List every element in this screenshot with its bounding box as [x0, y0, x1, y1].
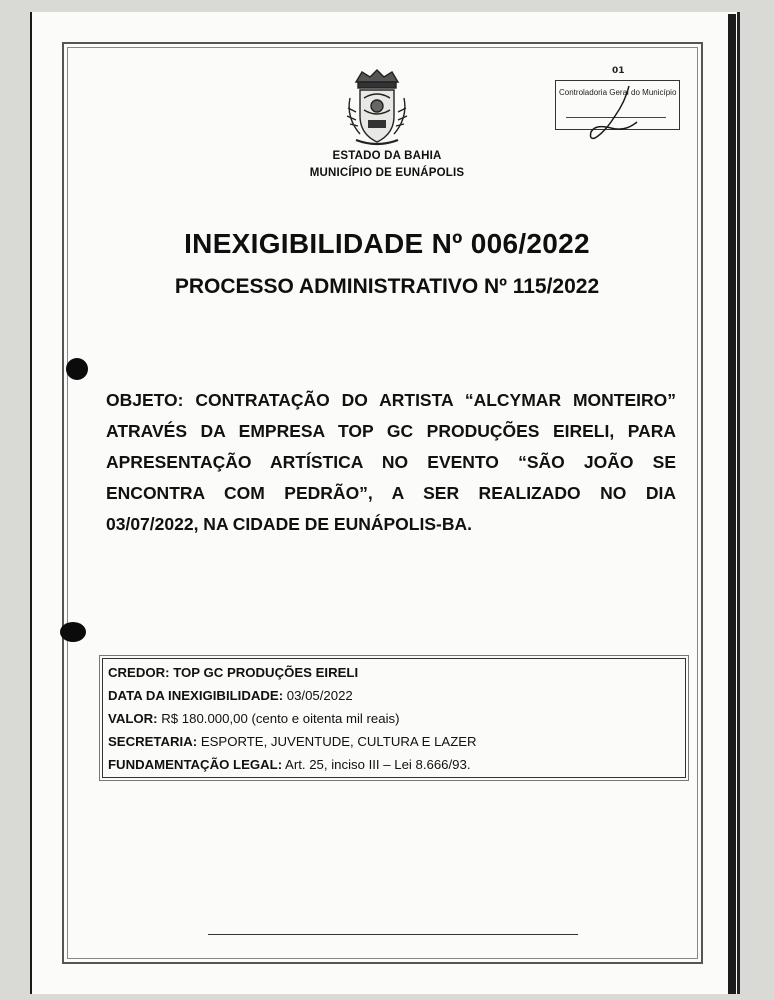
data-row	[108, 688, 353, 703]
objeto-line: ATRAVÉS DA EMPRESA TOP GC PRODUÇÕES EIRELI, PARA	[106, 421, 676, 441]
valor-row	[108, 711, 400, 726]
state-name: ESTADO DA BAHIA	[332, 150, 442, 162]
page-number: 01	[612, 66, 625, 76]
info-box	[102, 658, 686, 778]
objeto-line: ENCONTRA COM PEDRÃO”, A SER REALIZADO NO DIA	[106, 483, 676, 503]
punch-hole-bottom	[60, 622, 86, 642]
secretaria-row	[108, 734, 477, 749]
processo-title: PROCESSO ADMINISTRATIVO Nº 115/2022	[174, 275, 600, 298]
fundamentacao-row	[108, 757, 471, 772]
municipal-coat-of-arms-icon	[342, 68, 412, 148]
inexigibilidade-title: INEXIGIBILIDADE Nº 006/2022	[184, 228, 590, 259]
secretaria-value: ESPORTE, JUVENTUDE, CULTURA E LAZER	[200, 734, 477, 749]
data-value: 03/05/2022	[286, 688, 353, 703]
data-label: DATA DA INEXIGIBILIDADE:	[108, 688, 284, 703]
credor-label: CREDOR:	[108, 665, 170, 680]
objeto-line: 03/07/2022, NA CIDADE DE EUNÁPOLIS-BA.	[106, 514, 472, 534]
valor-value: R$ 180.000,00 (cento e oitenta mil reais)	[161, 711, 400, 726]
secretaria-label: SECRETARIA:	[108, 734, 198, 749]
credor-value: TOP GC PRODUÇÕES EIRELI	[173, 665, 359, 680]
valor-label: VALOR:	[108, 711, 158, 726]
objeto-line: APRESENTAÇÃO ARTÍSTICA NO EVENTO “SÃO JOÃO SE	[106, 452, 676, 472]
objeto-paragraph	[106, 385, 676, 540]
handwritten-signature-icon	[585, 82, 645, 144]
fundamentacao-label: FUNDAMENTAÇÃO LEGAL:	[108, 757, 283, 772]
fundamentacao-value: Art. 25, inciso III – Lei 8.666/93.	[285, 757, 471, 772]
credor-row	[108, 665, 358, 680]
municipality-name: MUNICÍPIO DE EUNÁPOLIS	[309, 167, 465, 179]
objeto-line: OBJETO: CONTRATAÇÃO DO ARTISTA “ALCYMAR MONTEIRO”	[106, 390, 676, 410]
bottom-divider	[208, 934, 578, 935]
stamp-label: Controladoria Geral do Município	[559, 88, 677, 97]
punch-hole-top	[66, 358, 88, 380]
